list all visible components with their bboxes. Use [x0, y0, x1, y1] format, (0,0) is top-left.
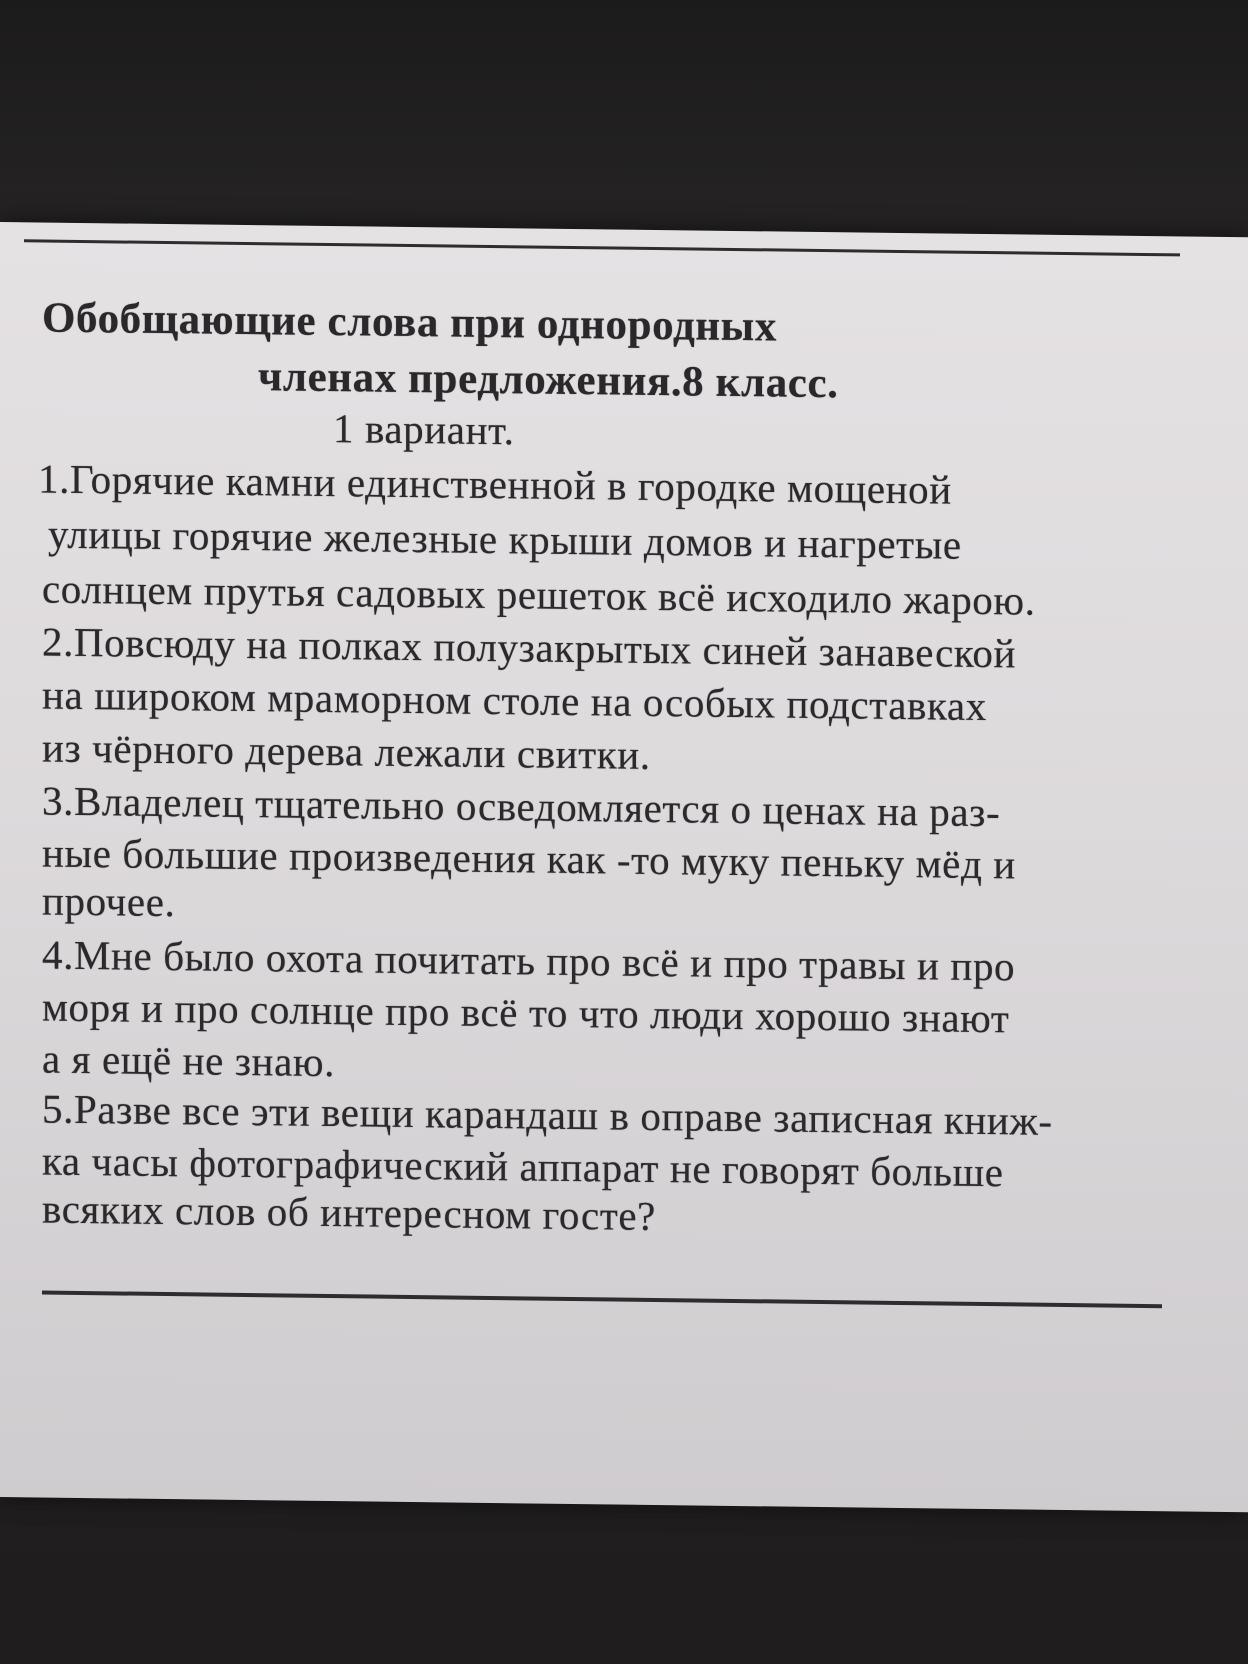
title-line-2: членах предложения.8 класс.	[258, 353, 839, 408]
body-line: моря и про солнце про всё то что люди хорошо знают	[42, 983, 1010, 1042]
body-line: 4.Мне было охота почитать про всё и про травы и про	[42, 931, 1016, 990]
bottom-rule	[42, 1291, 1162, 1309]
body-line: на широком мраморном столе на особых подставках	[42, 671, 987, 730]
body-line: 2.Повсюду на полках полузакрытых синей занавеской	[42, 618, 1016, 677]
paper-sheet	[0, 222, 1248, 1512]
body-line: 5.Разве все эти вещи карандаш в оправе записная книж-	[42, 1085, 1053, 1144]
top-rule	[24, 239, 1180, 256]
variant-label: 1 вариант.	[333, 405, 515, 454]
body-line: ка часы фотографический аппарат не говорят больше	[42, 1137, 1004, 1196]
body-line: улицы горячие железные крыши домов и нагретые	[48, 510, 962, 568]
body-line: 1.Горячие камни единственной в городке мощеной	[38, 455, 952, 513]
body-line: прочее.	[42, 877, 176, 926]
body-line: ные большие произведения как -то муку пеньку мёд и	[42, 829, 1016, 888]
body-line: а я ещё не знаю.	[42, 1035, 335, 1086]
body-line: 3.Владелец тщательно осведомляется о ценах на раз-	[42, 777, 1001, 836]
body-line: из чёрного дерева лежали свитки.	[42, 724, 651, 778]
body-line: солнцем прутья садовых решеток всё исходило жарою.	[42, 565, 1036, 624]
body-line: всяких слов об интересном госте?	[42, 1185, 656, 1240]
title-line-1: Обобщающие слова при однородных	[42, 294, 777, 351]
